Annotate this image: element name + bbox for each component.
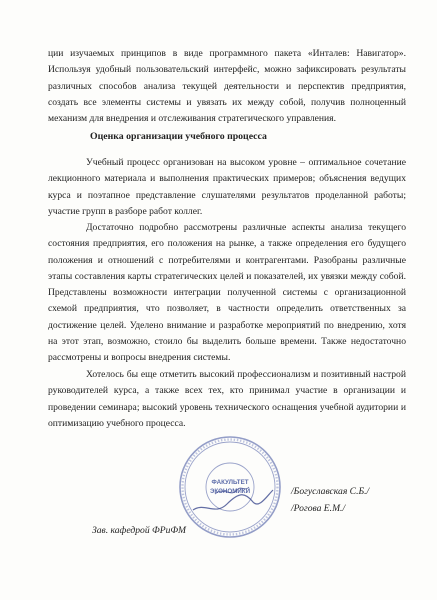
paragraph-intro: ции изучаемых принципов в виде программного пакета «Инталев: Навигатор». Используя удобный пользовательский интерфейс, можно зафиксировать результаты различных способов анализа текущей деятельности и перспектив предприятия, создать все элементы системы и увязать их между собой, получив полноценный механизм для внедрения и отслеживания стратегического управления. (48, 48, 406, 125)
signatory-name-2: /Рогова Е.М./ (291, 503, 346, 514)
stamp-rings (180, 437, 280, 537)
paragraph-aspects: Достаточно подробно рассмотрены различные аспекты анализа текущего состояния предприятия, его положения на рынке, а также определения его будущего положения и отношений с потребителями и контрагентами. Разобраны различные этапы составления карты стратегических целей и показателей, их увязки между собой. Представлены возможности интеграции полученной системы с организационной схемой предприятия, что позволяет, в частности определить ответственных за достижение целей. Уделено внимание и разработке мероприятий по внедрению, хотя на этот этап, возможно, стоило бы выделить больше времени. Также недостаточно рассмотрены и вопросы внедрения системы. (48, 222, 406, 364)
section-heading: Оценка организации учебного процесса (90, 131, 267, 142)
paragraph-process: Учебный процесс организован на высоком уровне – оптимальное сочетание лекционного материала и выполнения практических примеров; объяснения ведущих курса и поэтапное представление слушателями результатов проделанной работы; участие групп в разборе работ коллег. (48, 157, 406, 217)
signatory-name-1: /Богуславская С.Б./ (291, 486, 370, 497)
official-stamp (175, 432, 285, 542)
signature-position: Зав. кафедрой ФРиФМ (92, 525, 187, 536)
stamp-text-line1: ФАКУЛЬТЕТ (211, 479, 249, 486)
stamp-text-line2: ЭКОНОМИКИ (209, 488, 251, 495)
paragraph-conclusion: Хотелось бы еще отметить высокий профессионализм и позитивный настрой руководителей курса, а также всех тех, кто принимал участие в организации и проведении семинара; высокий уровень технического оснащения учебной аудитории и оптимизацию учебного процесса. (48, 369, 406, 429)
